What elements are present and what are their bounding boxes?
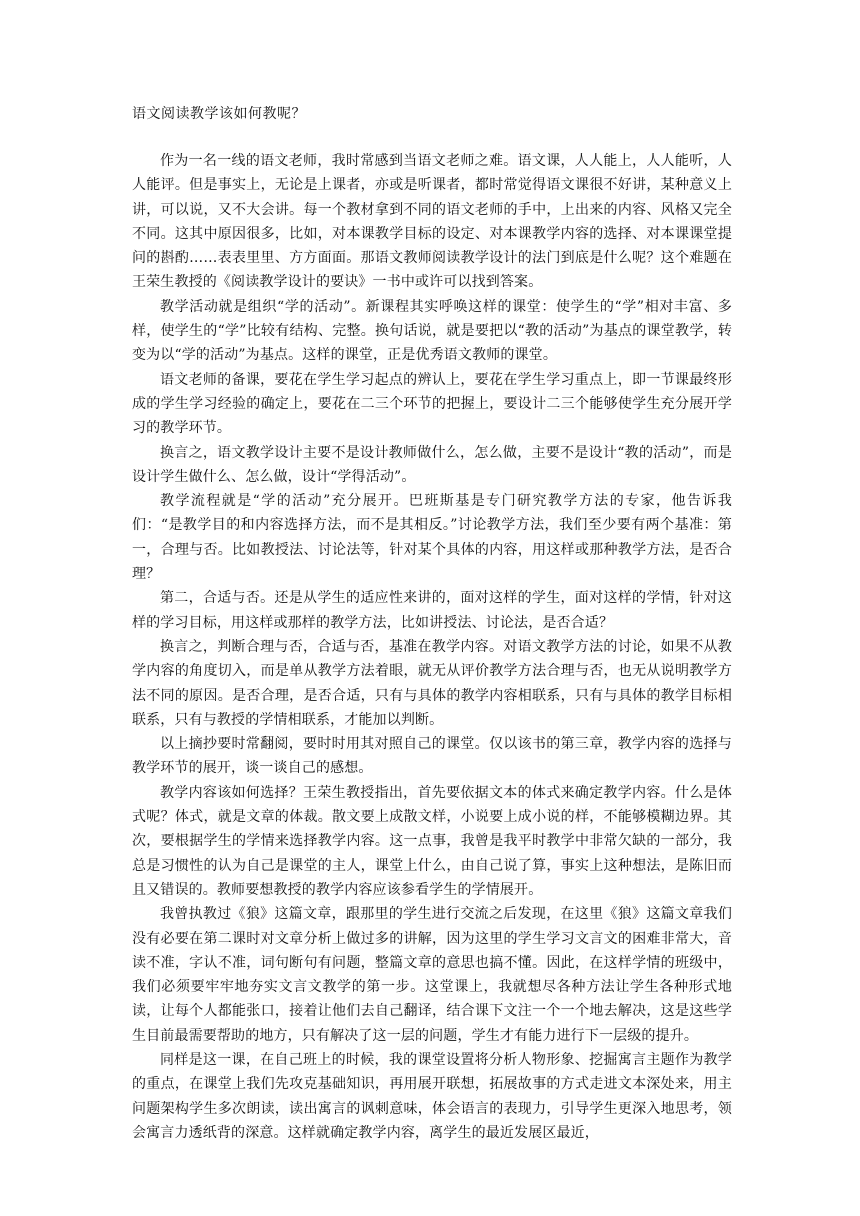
paragraph: 语文老师的备课，要花在学生学习起点的辨认上，要花在学生学习重点上，即一节课最终形成的学生学习经验的确定上，要花在二三个环节的把握上，要设计二三个能够使学生充分展开学习的教学环节。 <box>132 371 732 437</box>
document-page <box>132 103 732 1145</box>
document-body <box>132 149 732 1145</box>
paragraph: 换言之，语文教学设计主要不是设计教师做什么，怎么做，主要不是设计“教的活动”，而是设计学生做什么、怎么做，设计“学得活动”。 <box>132 444 732 485</box>
paragraph: 同样是这一课，在自己班上的时候，我的课堂设置将分析人物形象、挖掘寓言主题作为教学的重点，在课堂上我们先攻克基础知识，再用展开联想，拓展故事的方式走进文本深处来，用主问题架构学生多次朗读，读出寓言的讽刺意味，体会语言的表现力，引导学生更深入地思考，领会寓言力透纸背的深意。这样就确定教学内容，离学生的最近发展区最近， <box>132 1051 732 1141</box>
paragraph: 我曾执教过《狼》这篇文章，跟那里的学生进行交流之后发现，在这里《狼》这篇文章我们没有必要在第二课时对文章分析上做过多的讲解，因为这里的学生学习文言文的困难非常大，音读不准，字认不准，词句断句有问题，整篇文章的意思也搞不懂。因此，在这样学情的班级中，我们必须要牢牢地夯实文言文教学的第一步。这堂课上，我就想尽各种方法让学生各种形式地读，让每个人都能张口，接着让他们去自己翻译，结合课下文注一个一个地去解决，这是这些学生目前最需要帮助的地方，只有解决了这一层的问题，学生才有能力进行下一层级的提升。 <box>132 906 732 1044</box>
paragraph: 作为一名一线的语文老师，我时常感到当语文老师之难。语文课，人人能上，人人能听，人人能评。但是事实上，无论是上课者，亦或是听课者，都时常觉得语文课很不好讲，某种意义上讲，可以说，又不大会讲。每一个教材拿到不同的语文老师的手中，上出来的内容、风格又完全不同。这其中原因很多，比如，对本课教学目标的设定、对本课教学内容的选择、对本课课堂提问的斟酌……表表里里、方方面面。那语文教师阅读教学设计的法门到底是什么呢？这个难题在王荣生教授的《阅读教学设计的要诀》一书中或许可以找到答案。 <box>132 153 732 291</box>
paragraph: 教学流程就是“学的活动”充分展开。巴班斯基是专门研究教学方法的专家，他告诉我们：“是教学目的和内容选择方法，而不是其相反。”讨论教学方法，我们至少要有两个基准：第一，合理与否。比如教授法、讨论法等，针对某个具体的内容，用这样或那种教学方法，是否合理？ <box>132 493 732 583</box>
paragraph: 以上摘抄要时常翻阅，要时时用其对照自己的课堂。仅以该书的第三章，教学内容的选择与教学环节的展开，谈一谈自己的感想。 <box>132 736 732 777</box>
paragraph: 教学活动就是组织“学的活动”。新课程其实呼唤这样的课堂：使学生的“学”相对丰富、多样，使学生的“学”比较有结构、完整。换句话说，就是要把以“教的活动”为基点的课堂教学，转变为以“学的活动”为基点。这样的课堂，正是优秀语文教师的课堂。 <box>132 298 732 364</box>
document-title: 语文阅读教学该如何教呢？ <box>132 106 306 122</box>
paragraph: 教学内容该如何选择？王荣生教授指出，首先要依据文本的体式来确定教学内容。什么是体式呢？体式，就是文章的体裁。散文要上成散文样，小说要上成小说的样，不能够模糊边界。其次，要根据学生的学情来选择教学内容。这一点事，我曾是我平时教学中非常欠缺的一部分，我总是习惯性的认为自己是课堂的主人，课堂上什么，由自己说了算，事实上这种想法，是陈旧而且又错误的。教师要想教授的教学内容应该参看学生的学情展开。 <box>132 784 732 898</box>
paragraph: 换言之，判断合理与否，合适与否，基准在教学内容。对语文教学方法的讨论，如果不从教学内容的角度切入，而是单从教学方法着眼，就无从评价教学方法合理与否，也无从说明教学方法不同的原因。是否合理，是否合适，只有与具体的教学内容相联系，只有与具体的教学目标相联系，只有与教授的学情相联系，才能加以判断。 <box>132 638 732 728</box>
paragraph: 第二，合适与否。还是从学生的适应性来讲的，面对这样的学生，面对这样的学情，针对这样的学习目标，用这样或那样的教学方法，比如讲授法、讨论法，是否合适？ <box>132 590 732 631</box>
